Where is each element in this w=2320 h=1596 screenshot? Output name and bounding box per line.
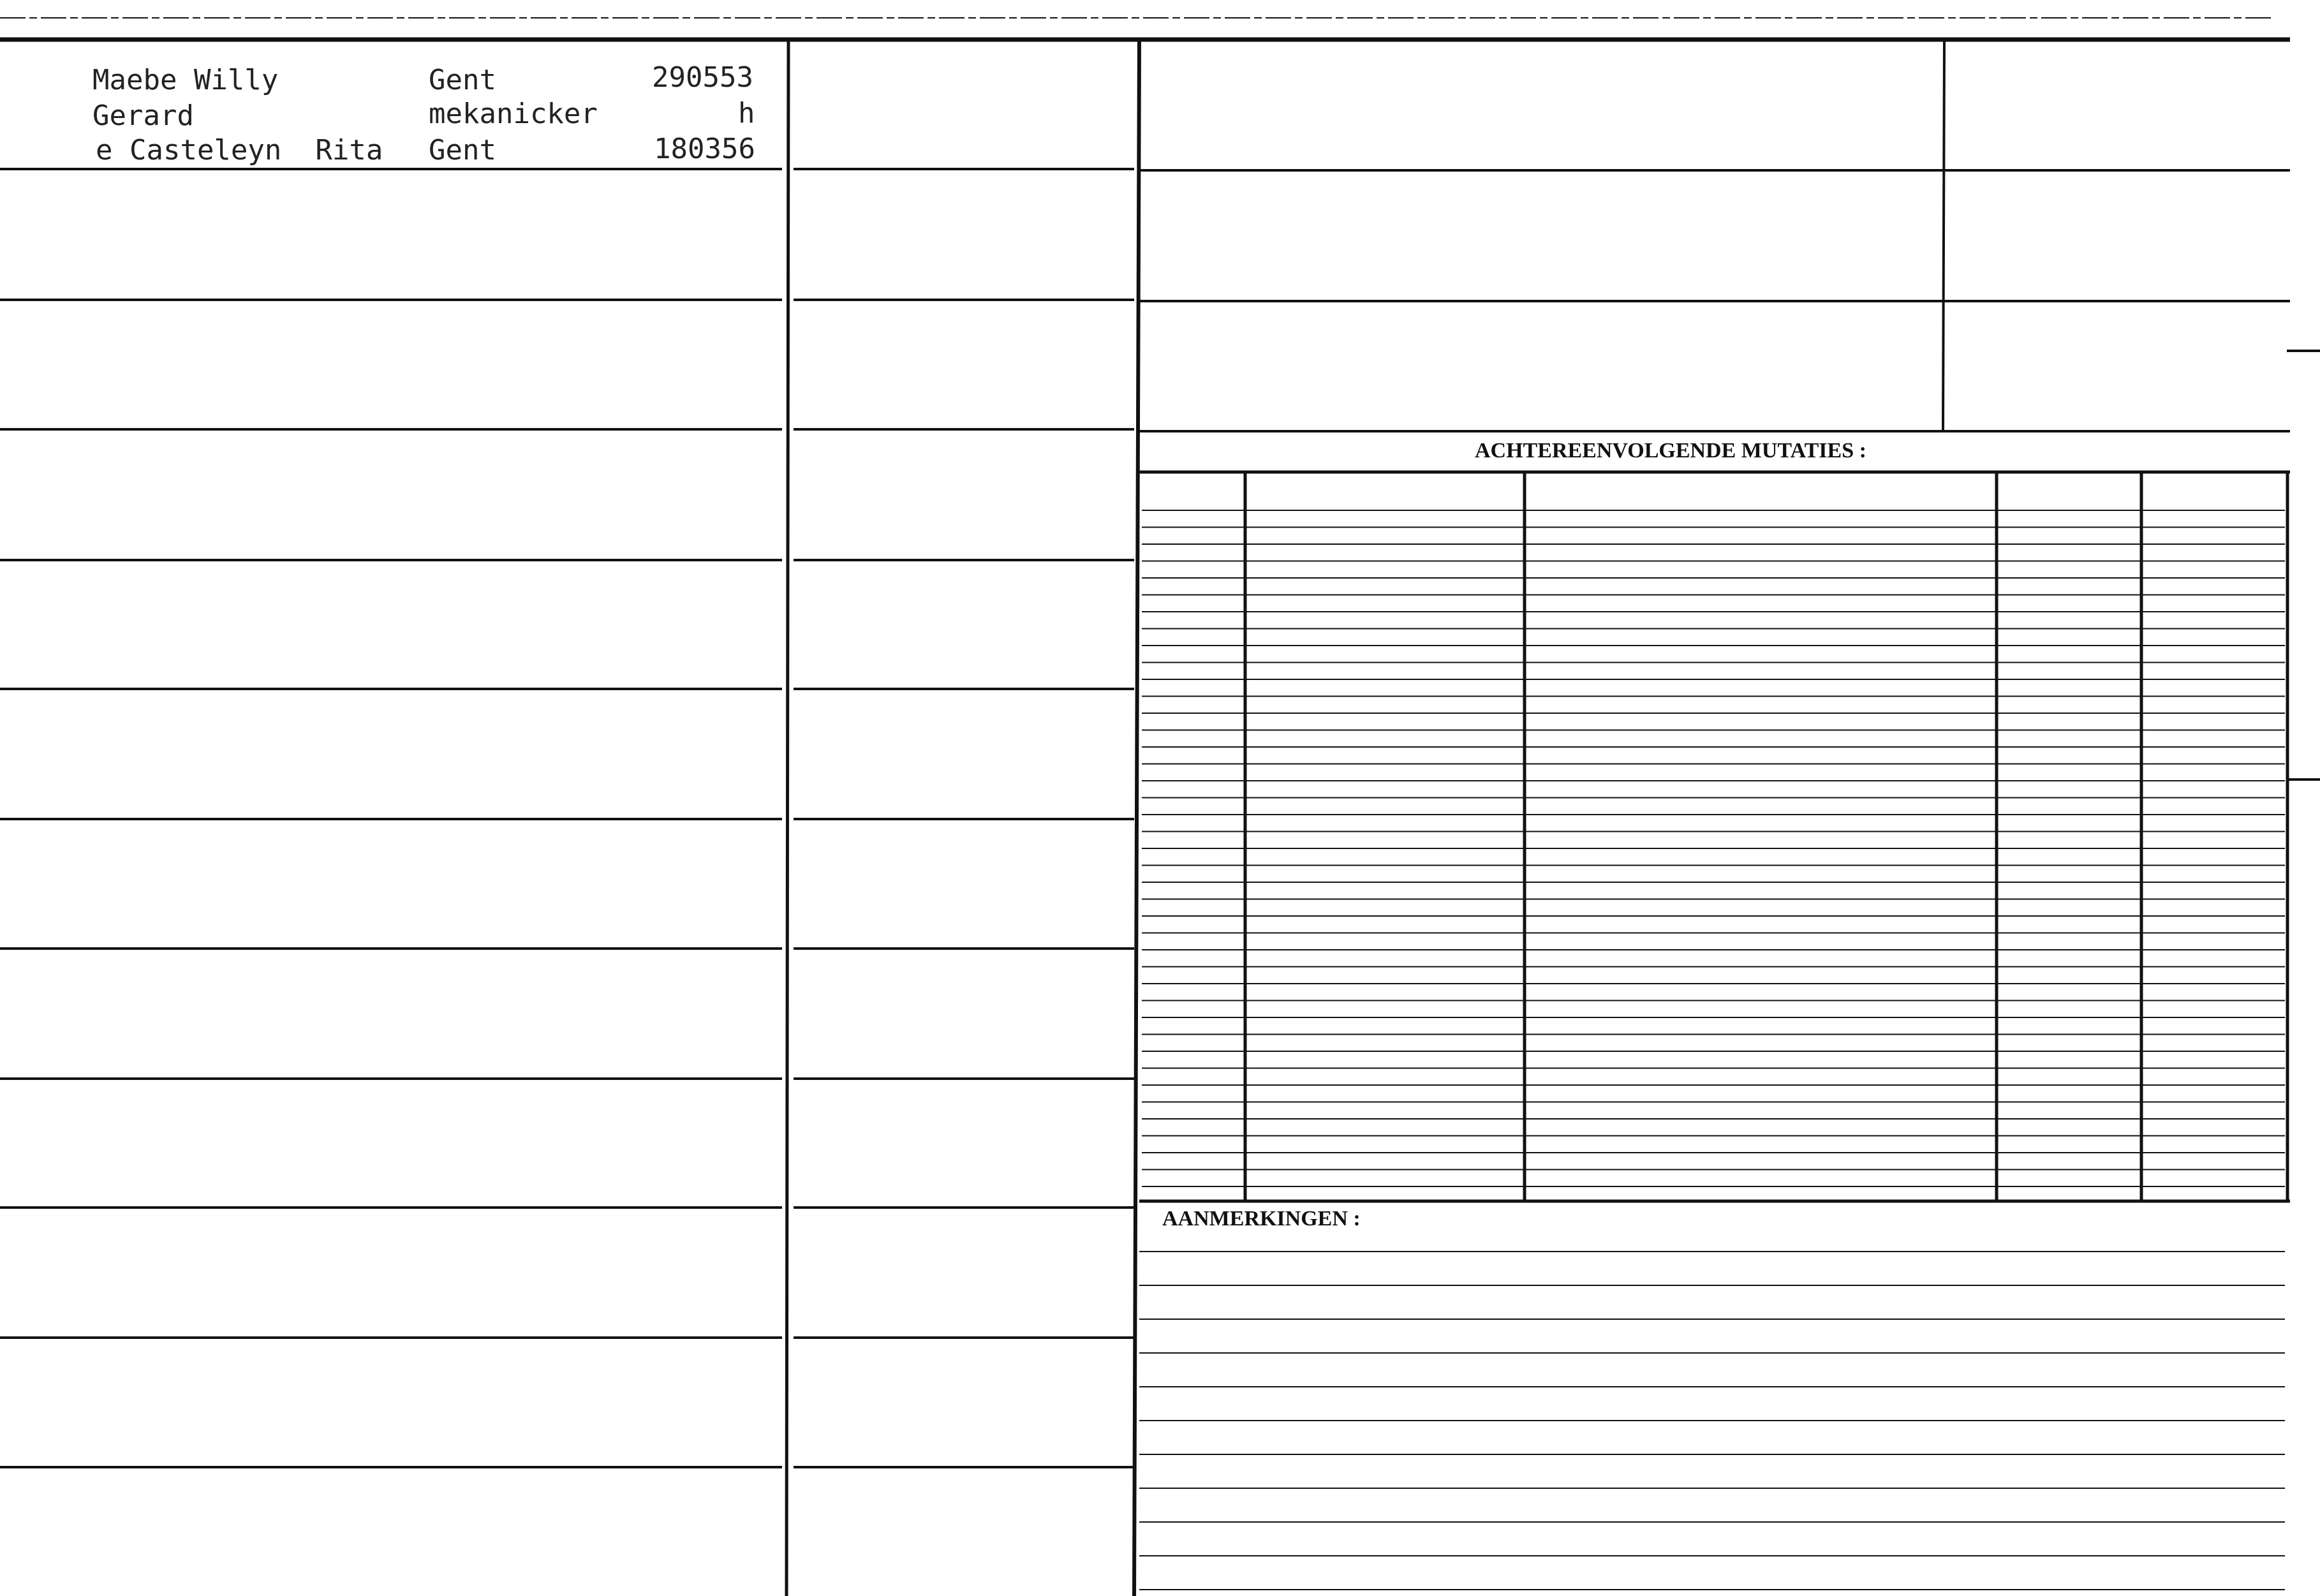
entry-date-line2: h <box>738 97 755 129</box>
entry-date-line1: 290553 <box>652 61 753 94</box>
entry-occupation: mekanicker <box>429 98 598 130</box>
remarks-heading: AANMERKINGEN : <box>1162 1207 1361 1230</box>
entry-place-line1: Gent <box>429 64 496 96</box>
upper-block-divider <box>1943 40 1944 431</box>
register-column-divider <box>787 40 788 1596</box>
entry-name-line3: e Casteleyn Rita <box>96 134 383 166</box>
register-section-divider <box>1134 40 1139 1596</box>
entry-place-line3: Gent <box>429 134 496 166</box>
entry-name-line2: Gerard <box>92 100 194 132</box>
entry-date-line3: 180356 <box>654 133 755 165</box>
entry-name-line1: Maebe Willy <box>92 64 279 96</box>
mutations-heading: ACHTEREENVOLGENDE MUTATIES : <box>1475 439 1866 462</box>
